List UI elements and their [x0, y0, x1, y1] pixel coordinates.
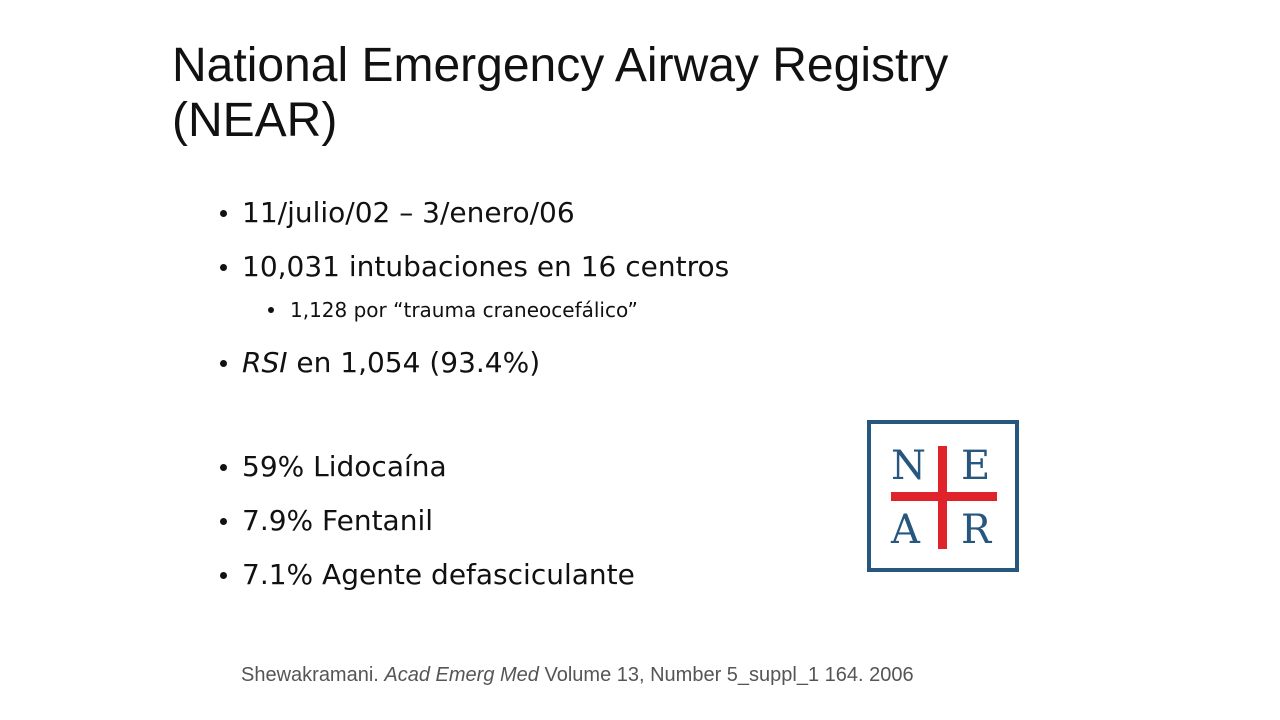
bullet-dot [220, 264, 227, 271]
bullet-rsi [242, 346, 540, 379]
logo-letter-e: E [961, 443, 991, 489]
citation [241, 664, 914, 687]
bullet-dot [220, 572, 227, 579]
sub-bullet-trauma: 1,128 por “trauma craneocefálico” [290, 298, 638, 322]
rsi-rest: en 1,054 (93.4%) [287, 346, 541, 379]
title-line-2: (NEAR) [172, 94, 338, 147]
bullet-defasciculating: 7.1% Agente defasciculante [242, 558, 635, 591]
logo-letter-n: N [891, 443, 926, 489]
bullet-dot [220, 518, 227, 525]
citation-journal: Acad Emerg Med [384, 664, 539, 686]
logo-letter-a: A [891, 507, 920, 553]
bullet-lidocaine: 59% Lidocaína [242, 450, 447, 483]
bullet-intubations: 10,031 intubaciones en 16 centros [242, 250, 730, 283]
bullet-date-range: 11/julio/02 – 3/enero/06 [242, 196, 575, 229]
citation-details: Volume 13, Number 5_suppl_1 164. 2006 [538, 664, 914, 686]
bullet-dot [220, 210, 227, 217]
sub-bullet-dot [268, 307, 274, 313]
logo-letter-r: R [961, 507, 992, 553]
citation-author: Shewakramani. [241, 664, 385, 686]
near-logo [867, 420, 1019, 572]
logo-cross-horizontal [891, 492, 997, 501]
bullet-dot [220, 464, 227, 471]
bullet-dot [220, 360, 227, 367]
rsi-italic: RSI [242, 346, 288, 379]
bullet-fentanyl: 7.9% Fentanil [242, 504, 434, 537]
title-line-1: National Emergency Airway Registry [172, 39, 949, 92]
